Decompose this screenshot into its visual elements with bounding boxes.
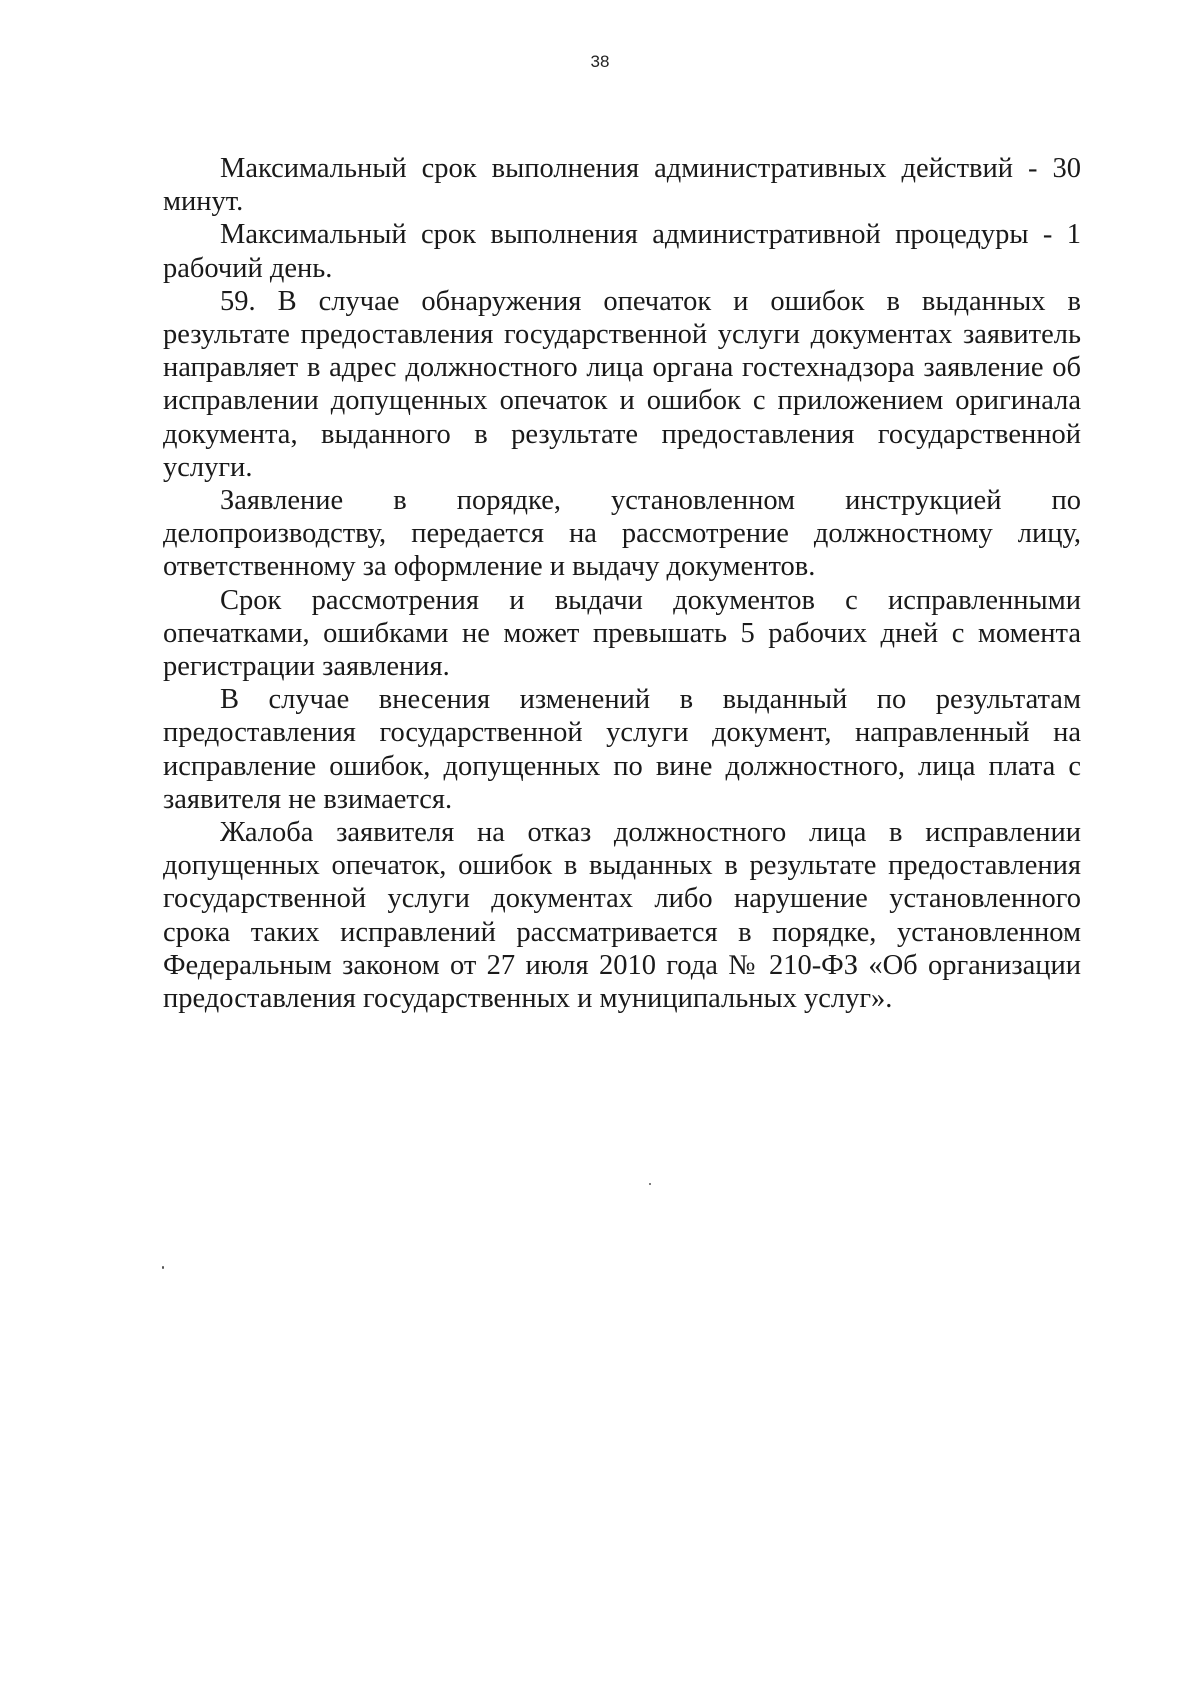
- paragraph-review-deadline: Срок рассмотрения и выдачи документов с исправленными опечатками, ошибками не может превышать 5 рабочих дней с момента регистрации заявления.: [163, 584, 1081, 683]
- document-body: [163, 152, 1081, 1015]
- paragraph-no-fee: В случае внесения изменений в выданный по результатам предоставления государственной услуги документ, направленный на исправление ошибок, допущенных по вине должностного, лица плата с заявителя не взимается.: [163, 684, 1081, 815]
- paragraph-complaint: Жалоба заявителя на отказ должностного лица в исправлении допущенных опечаток, ошибок в выданных в результате предоставления государственной услуги документах либо нарушение установленного срока таких исправлений рассматривается в порядке, установленном Федеральным законом от 27 июля 2010 года № 210-ФЗ «Об организации предоставления государственных и муниципальных услуг».: [163, 817, 1081, 1015]
- scan-speck: [649, 1183, 651, 1185]
- paragraph-action-time-limit: Максимальный срок выполнения административных действий - 30 минут.: [163, 153, 1081, 218]
- scan-speck: [162, 1266, 164, 1269]
- paragraph-59-error-correction: 59. В случае обнаружения опечаток и ошибок в выданных в результате предоставления государственной услуги документах заявитель направляет в адрес должностного лица органа гостехнадзора заявление об исправлении допущенных опечаток и ошибок с приложением оригинала документа, выданного в результате предоставления государственной услуги.: [163, 285, 1081, 483]
- paragraph-procedure-time-limit: Максимальный срок выполнения административной процедуры - 1 рабочий день.: [163, 219, 1081, 284]
- page-number: 38: [590, 52, 610, 71]
- paragraph-application-routing: Заявление в порядке, установленном инструкцией по делопроизводству, передается на рассмотрение должностному лицу, ответственному за оформление и выдачу документов.: [163, 485, 1081, 583]
